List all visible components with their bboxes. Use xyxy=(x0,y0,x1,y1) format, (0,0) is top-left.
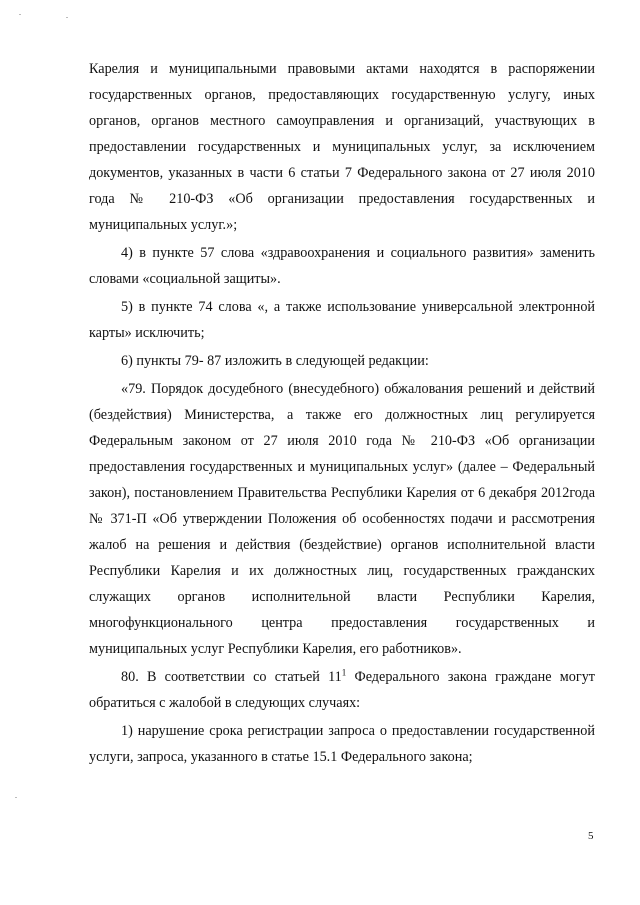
paragraph-79: «79. Порядок досудебного (внесудебного) обжалования решений и действий (бездействия) Министерства, а также его должностных лиц регулируется Федеральным законом от 27 июля 2010 года № 210-ФЗ «Об организации предоставления государственных и муниципальных услуг» (далее – Федеральный закон), постановлением Правительства Республики Карелия от 6 декабря 2012года № 371-П «Об утверждении Положения об особенностях подачи и рассмотрения жалоб на решения и действия (бездействие) органов исполнительной власти Республики Карелия и их должностных лиц, государственных гражданских служащих органов исполнительной власти Республики Карелия, многофункционального центра предоставления государственных и муниципальных услуг Республики Карелия, его работников». xyxy=(89,381,595,657)
document-body xyxy=(89,56,595,770)
paragraph-continuation: Карелия и муниципальными правовыми актами находятся в распоряжении государственных органов, предоставляющих государственную услугу, иных органов, органов местного самоуправления и организаций, участвующих в предоставлении государственных и муниципальных услуг, за исключением документов, указанных в части 6 статьи 7 Федерального закона от 27 июля 2010 года № 210-ФЗ «Об организации предоставления государственных и муниципальных услуг.»; xyxy=(89,61,595,233)
paragraph-item-6: 6) пункты 79- 87 изложить в следующей редакции: xyxy=(121,353,429,369)
paragraph-80-rest: Федерального закона граждане могут обратиться с жалобой в следующих случаях: xyxy=(89,669,595,711)
scan-speck xyxy=(15,797,17,798)
paragraph-80-start: 80. В соответствии со статьей 11 xyxy=(121,669,342,685)
paragraph-item-5: 5) в пункте 74 слова «, а также использование универсальной электронной карты» исключить; xyxy=(89,299,595,341)
paragraph-80 xyxy=(89,664,595,716)
paragraph-80-item-1: 1) нарушение срока регистрации запроса о предоставлении государственной услуги, запроса, указанного в статье 15.1 Федерального закона; xyxy=(89,723,595,765)
superscript-1: 1 xyxy=(341,667,347,678)
page-number: 5 xyxy=(588,830,594,842)
scan-speck xyxy=(66,17,68,18)
paragraph-item-4: 4) в пункте 57 слова «здравоохранения и социального развития» заменить словами «социальной защиты». xyxy=(89,245,595,287)
scan-speck xyxy=(19,14,21,15)
